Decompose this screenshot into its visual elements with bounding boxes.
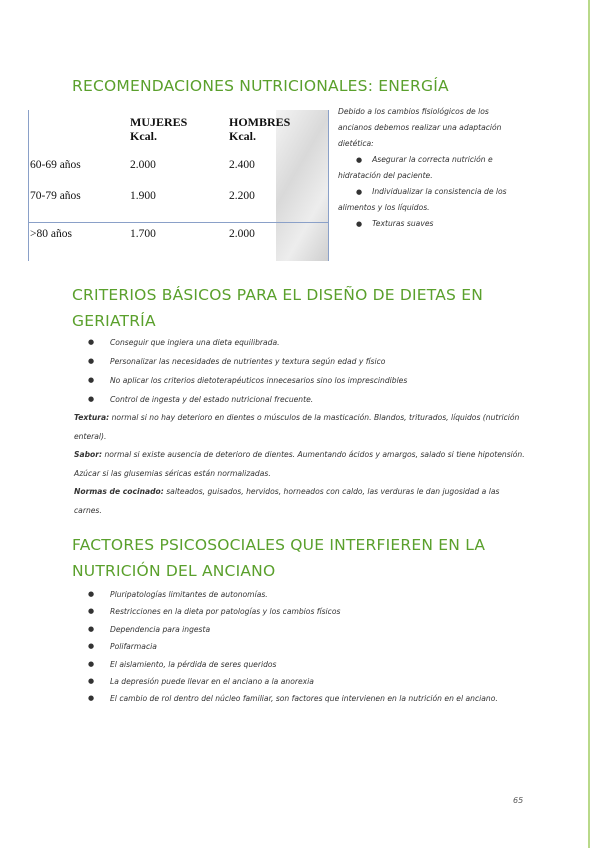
criteria-heading: CRITERIOS BÁSICOS PARA EL DISEÑO DE DIETAS EN GERIATRÍA [72,286,483,330]
cooking-label: Normas de cocinado: [74,487,164,496]
table-line [28,222,328,223]
table-shading [276,110,328,261]
row-hombres-value: 2.400 [229,159,255,171]
factor-item: ● El cambio de rol dentro del núcleo familiar, son factores que intervienen en la nutrición en el anciano. [74,690,534,707]
header-hombres: HOMBRES [229,115,291,129]
criteria-list [74,333,529,409]
page-number: 65 [513,796,524,805]
row-hombres-value: 2.200 [229,190,255,202]
header-hombres-unit: Kcal. [229,129,256,143]
criteria-section [74,333,529,520]
criteria-item: ● Personalizar las necesidades de nutrientes y textura según edad y físico [74,352,529,371]
cooking-paragraph [74,483,529,520]
row-hombres-value: 2.000 [229,228,255,240]
header-mujeres: MUJERES [130,115,188,129]
note-item: ● Asegurar la correcta nutrición e hidratación del paciente. [338,152,522,184]
factors-section [74,586,534,708]
factor-item: ● El aislamiento, la pérdida de seres queridos [74,656,534,673]
page-border [588,0,590,848]
row-age: >80 años [30,228,72,240]
texture-label: Textura: [74,413,110,422]
texture-text: normal si no hay deterioro en dientes o músculos de la masticación. Blandos, triturados, líquidos (nutrición enteral). [74,413,520,441]
row-mujeres-value: 1.700 [130,228,156,240]
adaptation-note [338,104,522,232]
criteria-item: ● No aplicar los criterios dietoterapéuticos innecesarios sino los imprescindibles [74,371,529,390]
row-age: 60-69 años [30,159,81,171]
flavor-text: normal si existe ausencia de deterioro de dientes. Aumentando ácidos y amargos, salado si tiene hipotensión. Azúcar si las glusemias séricas están normalizadas. [74,450,525,478]
cooking-text: salteados, guisados, hervidos, horneados con caldo, las verduras le dan jugosidad a las carnes. [74,487,500,515]
factor-item: ● Dependencia para ingesta [74,621,534,638]
header-mujeres-unit: Kcal. [130,129,157,143]
flavor-paragraph [74,446,529,483]
criteria-item: ● Conseguir que ingiera una dieta equilibrada. [74,333,529,352]
table-line [328,110,329,261]
note-item: ● Individualizar la consistencia de los alimentos y los líquidos. [338,184,522,216]
factors-heading: FACTORES PSICOSOCIALES QUE INTERFIEREN EN LA NUTRICIÓN DEL ANCIANO [72,536,486,580]
note-list [338,152,522,232]
row-mujeres-value: 2.000 [130,159,156,171]
factors-list [74,586,534,708]
factor-item: ● La depresión puede llevar en el anciano a la anorexia [74,673,534,690]
table-line [28,110,29,261]
row-mujeres-value: 1.900 [130,190,156,202]
note-item: ● Texturas suaves [338,216,522,232]
flavor-label: Sabor: [74,450,103,459]
energy-table [28,110,328,261]
row-age: 70-79 años [30,190,81,202]
note-intro: Debido a los cambios fisiológicos de los ancianos debemos realizar una adaptación dietética: [338,107,502,148]
factor-item: ● Pluripatologías limitantes de autonomías. [74,586,534,603]
texture-paragraph [74,409,529,446]
factor-item: ● Polifarmacia [74,638,534,655]
factor-item: ● Restricciones en la dieta por patologías y los cambios físicos [74,603,534,620]
energy-heading: RECOMENDACIONES NUTRICIONALES: ENERGÍA [72,77,449,95]
criteria-item: ● Control de ingesta y del estado nutricional frecuente. [74,390,529,409]
